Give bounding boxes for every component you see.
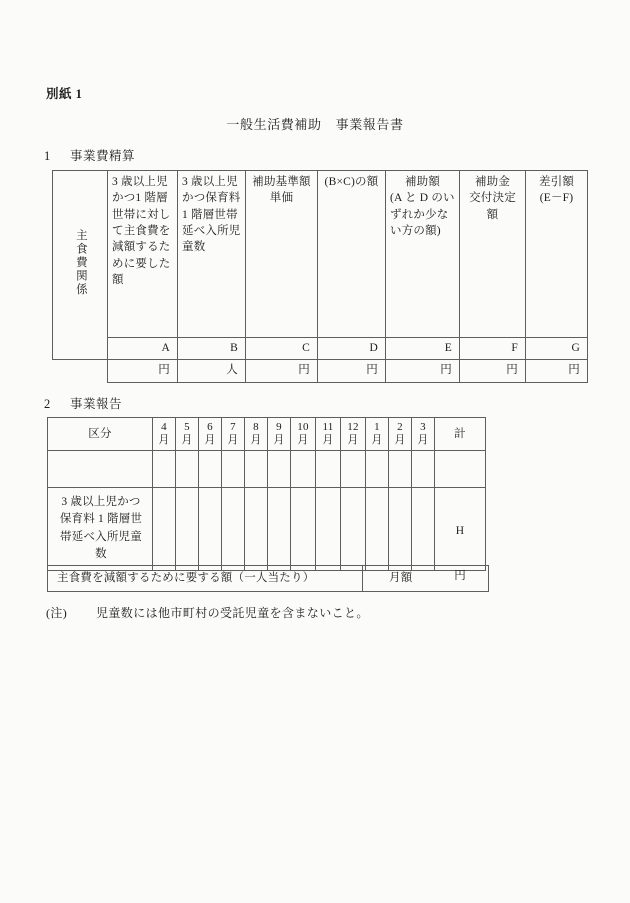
column-letter-c: C bbox=[246, 338, 318, 360]
unit-cell-e[interactable]: 円 bbox=[386, 360, 460, 382]
section-2-number: 2 bbox=[44, 397, 51, 411]
table-row-per-child-amount bbox=[48, 566, 489, 592]
month-header-9-unit: 月 bbox=[273, 433, 285, 446]
column-header-c-line1: 補助基準額 bbox=[252, 176, 311, 188]
spacer-cell-9 bbox=[341, 450, 366, 487]
table-row-month-headers bbox=[48, 418, 486, 451]
settlement-row-label bbox=[53, 171, 108, 360]
month-header-8-num: 8 bbox=[253, 421, 259, 433]
unit-cell-c[interactable]: 円 bbox=[246, 360, 318, 382]
column-header-c-line2: 単価 bbox=[269, 192, 294, 205]
month-header-3-num: 3 bbox=[420, 421, 426, 433]
column-header-c bbox=[246, 171, 318, 338]
month-header-7 bbox=[222, 418, 245, 451]
spacer-cell-11 bbox=[389, 450, 412, 487]
month-header-9 bbox=[268, 418, 291, 451]
month-header-5 bbox=[176, 418, 199, 451]
month-header-12 bbox=[341, 418, 366, 451]
month-header-4-unit: 月 bbox=[158, 433, 170, 446]
month-header-10-num: 10 bbox=[297, 421, 309, 433]
month-header-8 bbox=[245, 418, 268, 451]
settlement-row-label-text: 主食費関係 bbox=[74, 228, 87, 297]
column-header-b bbox=[178, 171, 246, 338]
column-letter-g: G bbox=[526, 338, 588, 360]
spacer-cell-4 bbox=[222, 450, 245, 487]
children-count-cell-10[interactable] bbox=[291, 487, 316, 570]
unit-row-spacer bbox=[53, 360, 108, 382]
children-count-cell-9[interactable] bbox=[268, 487, 291, 570]
month-header-1-unit: 月 bbox=[371, 433, 383, 446]
children-count-cell-1[interactable] bbox=[366, 487, 389, 570]
spacer-cell-total bbox=[435, 450, 486, 487]
column-header-d bbox=[318, 171, 386, 338]
section-1-title: 事業費精算 bbox=[70, 149, 136, 163]
column-header-a-text: 3 歳以上児かつ1 階層世帯に対して主食費を減額するために要した額 bbox=[112, 176, 171, 286]
spacer-cell-7 bbox=[291, 450, 316, 487]
month-header-10 bbox=[291, 418, 316, 451]
settlement-table bbox=[52, 170, 588, 383]
page-title bbox=[0, 114, 630, 133]
table-row-units bbox=[53, 360, 588, 382]
month-header-7-num: 7 bbox=[230, 421, 236, 433]
children-count-cell-8[interactable] bbox=[245, 487, 268, 570]
spacer-cell-6 bbox=[268, 450, 291, 487]
month-header-2 bbox=[389, 418, 412, 451]
children-count-cell-11[interactable] bbox=[316, 487, 341, 570]
column-header-g-line2: (E－F) bbox=[539, 192, 574, 205]
table-row-spacer bbox=[48, 450, 486, 487]
column-letter-f: F bbox=[460, 338, 526, 360]
children-count-cell-5[interactable] bbox=[176, 487, 199, 570]
column-letter-a: A bbox=[108, 338, 178, 360]
attachment-label: 別紙 1 bbox=[46, 87, 83, 101]
children-count-cell-7[interactable] bbox=[222, 487, 245, 570]
footnote bbox=[46, 604, 369, 621]
section-1-heading bbox=[44, 146, 135, 164]
month-header-8-unit: 月 bbox=[250, 433, 262, 446]
section-1-number: 1 bbox=[44, 149, 51, 163]
month-header-11-num: 11 bbox=[322, 421, 334, 433]
per-child-amount-unit: 円 bbox=[454, 570, 466, 582]
footnote-text: 児童数には他市町村の受託児童を含まないこと。 bbox=[96, 606, 369, 620]
column-header-b-text: 3 歳以上児かつ保育料1 階層世帯延べ入所児童数 bbox=[182, 176, 241, 254]
column-letter-d: D bbox=[318, 338, 386, 360]
spacer-cell-3 bbox=[199, 450, 222, 487]
column-header-e-line1: 補助額 bbox=[404, 176, 441, 188]
section-2-heading bbox=[44, 394, 122, 412]
column-header-e bbox=[386, 171, 460, 338]
children-count-cell-2[interactable] bbox=[389, 487, 412, 570]
column-header-a bbox=[108, 171, 178, 338]
month-header-5-num: 5 bbox=[184, 421, 190, 433]
column-header-g bbox=[526, 171, 588, 338]
children-count-total-letter: H bbox=[435, 487, 486, 570]
month-header-2-unit: 月 bbox=[394, 433, 406, 446]
spacer-cell-5 bbox=[245, 450, 268, 487]
column-letter-e: E bbox=[386, 338, 460, 360]
column-header-g-line1: 差引額 bbox=[538, 176, 575, 188]
per-child-amount-value[interactable] bbox=[363, 566, 489, 592]
children-count-cell-4[interactable] bbox=[153, 487, 176, 570]
unit-cell-f[interactable]: 円 bbox=[460, 360, 526, 382]
unit-cell-g[interactable]: 円 bbox=[526, 360, 588, 382]
table-row-letters bbox=[53, 338, 588, 360]
monthly-report-table bbox=[47, 417, 486, 571]
month-header-6 bbox=[199, 418, 222, 451]
month-header-11 bbox=[316, 418, 341, 451]
column-header-d-line1: (B×C)の額 bbox=[324, 176, 379, 188]
month-header-6-unit: 月 bbox=[204, 433, 216, 446]
column-header-f-line1: 補助金 bbox=[474, 176, 511, 188]
children-count-cell-12[interactable] bbox=[341, 487, 366, 570]
total-header: 計 bbox=[435, 418, 486, 451]
month-header-11-unit: 月 bbox=[322, 433, 334, 446]
kubun-header: 区分 bbox=[48, 418, 153, 451]
month-header-9-num: 9 bbox=[276, 421, 282, 433]
table-row-headers bbox=[53, 171, 588, 338]
month-header-7-unit: 月 bbox=[227, 433, 239, 446]
children-count-cell-6[interactable] bbox=[199, 487, 222, 570]
month-header-3-unit: 月 bbox=[417, 433, 429, 446]
month-header-12-unit: 月 bbox=[347, 433, 359, 446]
month-header-4-num: 4 bbox=[161, 421, 167, 433]
spacer-cell-12 bbox=[412, 450, 435, 487]
month-header-3 bbox=[412, 418, 435, 451]
children-count-cell-3[interactable] bbox=[412, 487, 435, 570]
month-header-2-num: 2 bbox=[397, 421, 403, 433]
month-header-1-num: 1 bbox=[374, 421, 380, 433]
children-count-row-label: 3 歳以上児かつ保育料 1 階層世帯延べ入所児童数 bbox=[48, 487, 153, 570]
unit-cell-b[interactable]: 人 bbox=[178, 360, 246, 382]
unit-cell-a[interactable]: 円 bbox=[108, 360, 178, 382]
per-child-amount-label: 主食費を減額するために要する額（一人当たり） bbox=[48, 566, 363, 592]
spacer-cell-8 bbox=[316, 450, 341, 487]
column-letter-b: B bbox=[178, 338, 246, 360]
month-header-12-num: 12 bbox=[347, 421, 359, 433]
month-header-5-unit: 月 bbox=[181, 433, 193, 446]
spacer-cell-1 bbox=[153, 450, 176, 487]
page-title-sub: 事業報告書 bbox=[335, 117, 404, 132]
page-title-main: 一般生活費補助 bbox=[226, 117, 322, 132]
column-header-e-line2: (A と D のいずれか少ない方の額) bbox=[390, 192, 455, 237]
section-2-title: 事業報告 bbox=[70, 397, 123, 411]
month-header-6-num: 6 bbox=[207, 421, 213, 433]
unit-cell-d[interactable]: 円 bbox=[318, 360, 386, 382]
month-header-10-unit: 月 bbox=[297, 433, 309, 446]
per-child-amount-value-label: 月額 bbox=[389, 572, 413, 585]
table-row-children-count bbox=[48, 487, 486, 570]
column-header-f bbox=[460, 171, 526, 338]
spacer-cell-10 bbox=[366, 450, 389, 487]
spacer-cell-kubun bbox=[48, 450, 153, 487]
month-header-4 bbox=[153, 418, 176, 451]
footnote-label: (注) bbox=[46, 606, 68, 620]
month-header-1 bbox=[366, 418, 389, 451]
column-header-f-line2: 交付決定額 bbox=[469, 192, 516, 221]
per-child-amount-bar bbox=[47, 565, 489, 592]
spacer-cell-2 bbox=[176, 450, 199, 487]
